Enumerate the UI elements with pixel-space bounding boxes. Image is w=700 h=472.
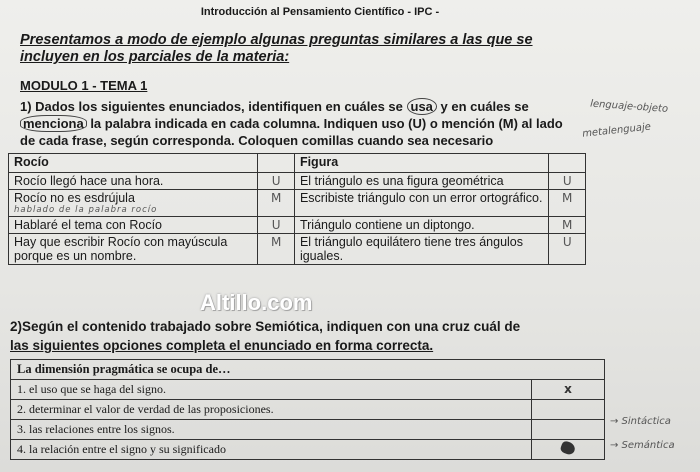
handwritten-mark: U [258,173,295,190]
watermark: Altillo.com [200,290,313,315]
rocio-sentence: Hay que escribir Rocío con mayúscula porque es un nombre. [9,234,258,265]
table-row [9,234,586,265]
handwritten-note-lenguaje-objeto: lenguaje-objeto [589,98,669,115]
handwritten-mark: U [549,234,586,265]
circled-word-menciona: menciona [20,115,87,132]
option-text: 1. el uso que se haga del signo. [11,380,532,400]
option-row [11,420,605,440]
handwritten-mark: U [549,173,586,190]
question-1 [20,98,580,149]
option-check-cell[interactable] [532,420,605,440]
scribbled-mark-icon [559,439,576,455]
circled-word-usa: usa [407,98,437,115]
figura-sentence: Triángulo contiene un diptongo. [294,217,549,234]
option-check-cell[interactable] [532,440,605,460]
handwritten-mark: M [549,190,586,217]
handwritten-mark: M [549,217,586,234]
column-header-rocio: Rocío [9,154,258,173]
column-header-figura: Figura [294,154,549,173]
option-check-cell[interactable] [532,380,605,400]
module-title: MODULO 1 - TEMA 1 [20,78,148,93]
q1-part-a: 1) Dados los siguientes enunciados, identifiquen en cuáles se [20,99,403,114]
figura-sentence: Escribiste triángulo con un error ortográfico. [294,190,549,217]
table-header-row [9,154,586,173]
table-row [9,190,586,217]
q2-lead: 2)Según el contenido trabajado sobre Semiótica, indiquen con una cruz cuál de [10,319,521,334]
intro-text: Presentamos a modo de ejemplo algunas preguntas similares a las que se incluyen en los parciales de la materia: [20,32,533,65]
q1-part-b: y en cuáles se [440,99,529,114]
figura-sentence: El triángulo es una figura geométrica [294,173,549,190]
option-text: 4. la relación entre el signo y su significado [11,440,532,460]
option-text: 3. las relaciones entre los signos. [11,420,532,440]
option-row [11,440,605,460]
handwritten-annotation: hablado de la palabra rocío [14,205,158,215]
column-header-mark-right [549,154,586,173]
column-header-mark-left [258,154,295,173]
question-2 [10,317,585,355]
options-header: La dimensión pragmática se ocupa de… [11,360,605,380]
rocio-sentence-text: Rocío no es esdrújula [14,191,135,205]
handwritten-note-semantica: → Semántica [610,440,675,451]
q1-part-c: la palabra indicada en cada columna. Indiquen uso (U) o mención (M) al lado de cada frase, según corresponda. Coloquen comillas cuando sea necesario [20,116,563,148]
handwritten-mark: U [258,217,295,234]
option-row [11,400,605,420]
option-text: 2. determinar el valor de verdad de las proposiciones. [11,400,532,420]
handwritten-note-sintactica: → Sintáctica [610,416,671,427]
option-check-cell[interactable] [532,400,605,420]
cross-mark: x [564,382,572,396]
figura-sentence: El triángulo equilátero tiene tres ángulos iguales. [294,234,549,265]
option-row [11,380,605,400]
rocio-sentence [9,190,258,217]
handwritten-mark: M [258,190,295,217]
table-row [9,173,586,190]
rocio-sentence: Rocío llegó hace una hora. [9,173,258,190]
q2-rest: las siguientes opciones completa el enunciado en forma correcta. [10,338,434,353]
uso-mencion-table [8,153,586,265]
rocio-sentence: Hablaré el tema con Rocío [9,217,258,234]
table-header-row [11,360,605,380]
handwritten-mark: M [258,234,295,265]
pragmatica-options-table [10,359,605,460]
handwritten-note-metalenguaje: metalenguaje [581,121,652,140]
table-row [9,217,586,234]
document-header: Introducción al Pensamiento Científico - IPC - [200,6,440,18]
